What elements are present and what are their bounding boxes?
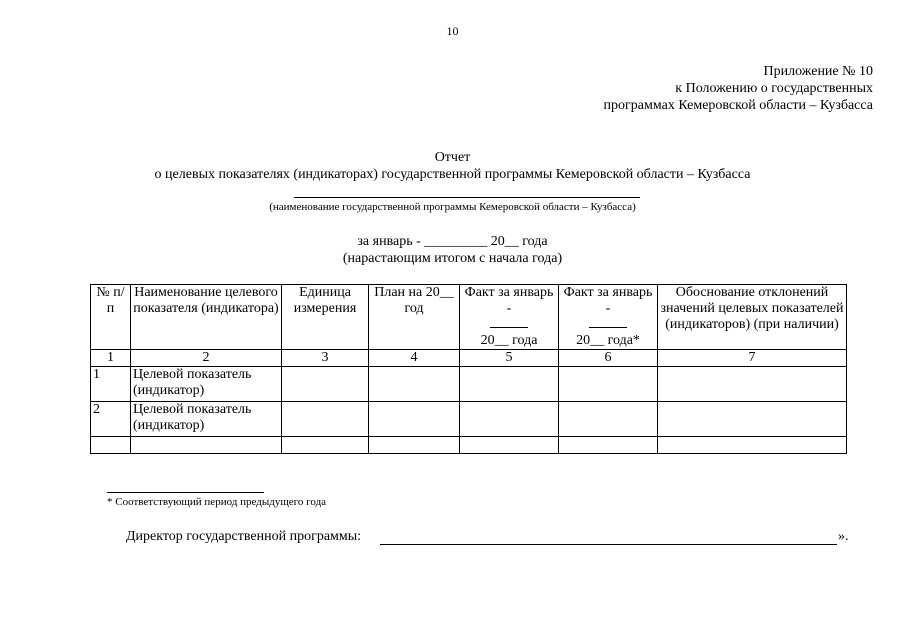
table-row xyxy=(91,367,847,402)
header-fact-current xyxy=(460,285,559,350)
column-number: 3 xyxy=(282,350,369,367)
header-fact-current-bottom: 20__ года xyxy=(480,333,538,348)
signature-end: ». xyxy=(838,529,849,544)
header-fact-previous-bottom: 20__ года* xyxy=(576,333,640,348)
row-cell xyxy=(460,367,559,402)
column-number: 4 xyxy=(369,350,460,367)
row-cell xyxy=(282,402,369,437)
row-cell xyxy=(559,367,658,402)
row-num: 1 xyxy=(91,367,131,402)
header-fact-current-top: Факт за январь - xyxy=(464,285,554,316)
column-number: 1 xyxy=(91,350,131,367)
row-cell xyxy=(658,367,847,402)
header-unit: Единица измерения xyxy=(282,285,369,350)
row-cell xyxy=(559,402,658,437)
fact-previous-blank xyxy=(589,317,627,328)
report-cumulative-note: (нарастающим итогом с начала года) xyxy=(342,251,563,266)
row-cell xyxy=(460,402,559,437)
appendix-line-3: программах Кемеровской области – Кузбасса xyxy=(603,98,873,113)
row-cell xyxy=(369,367,460,402)
row-num: 2 xyxy=(91,402,131,437)
column-number: 2 xyxy=(131,350,282,367)
signature-label: Директор государственной программы: xyxy=(126,529,362,544)
row-indicator-name: Целевой показатель (индикатор) xyxy=(131,367,282,402)
footnote: * Соответствующий период предыдущего года xyxy=(107,496,327,508)
header-fact-previous-top: Факт за январь - xyxy=(563,285,653,316)
report-period: за январь - _________ 20__ года xyxy=(357,234,548,249)
program-name-blank xyxy=(294,197,640,198)
report-subtitle: о целевых показателях (индикаторах) государственной программы Кемеровской области – Кузбасса xyxy=(154,167,751,182)
appendix-line-2: к Положению о государственных xyxy=(675,81,873,96)
signature-blank-line xyxy=(380,544,837,545)
row-cell xyxy=(658,402,847,437)
table-row-empty xyxy=(91,437,847,454)
report-title: Отчет xyxy=(434,150,471,165)
header-deviation-reason: Обоснование отклонений значений целевых показателей (индикаторов) (при наличии) xyxy=(658,285,847,350)
footnote-rule xyxy=(107,492,264,493)
column-number-row xyxy=(91,350,847,367)
table-header-row xyxy=(91,285,847,350)
page-number: 10 xyxy=(446,24,459,38)
appendix-block xyxy=(604,63,873,114)
indicators-table xyxy=(90,284,847,454)
table-row xyxy=(91,402,847,437)
program-name-caption: (наименование государственной программы Кемеровской области – Кузбасса) xyxy=(269,201,636,213)
header-fact-previous xyxy=(559,285,658,350)
header-indicator-name: Наименование целевого показателя (индикатора) xyxy=(131,285,282,350)
header-plan: План на 20__ год xyxy=(369,285,460,350)
row-cell xyxy=(369,402,460,437)
column-number: 6 xyxy=(559,350,658,367)
column-number: 7 xyxy=(658,350,847,367)
appendix-line-1: Приложение № 10 xyxy=(763,64,873,79)
row-indicator-name: Целевой показатель (индикатор) xyxy=(131,402,282,437)
row-cell xyxy=(282,367,369,402)
column-number: 5 xyxy=(460,350,559,367)
fact-current-blank xyxy=(490,317,528,328)
header-num: № п/п xyxy=(91,285,131,350)
